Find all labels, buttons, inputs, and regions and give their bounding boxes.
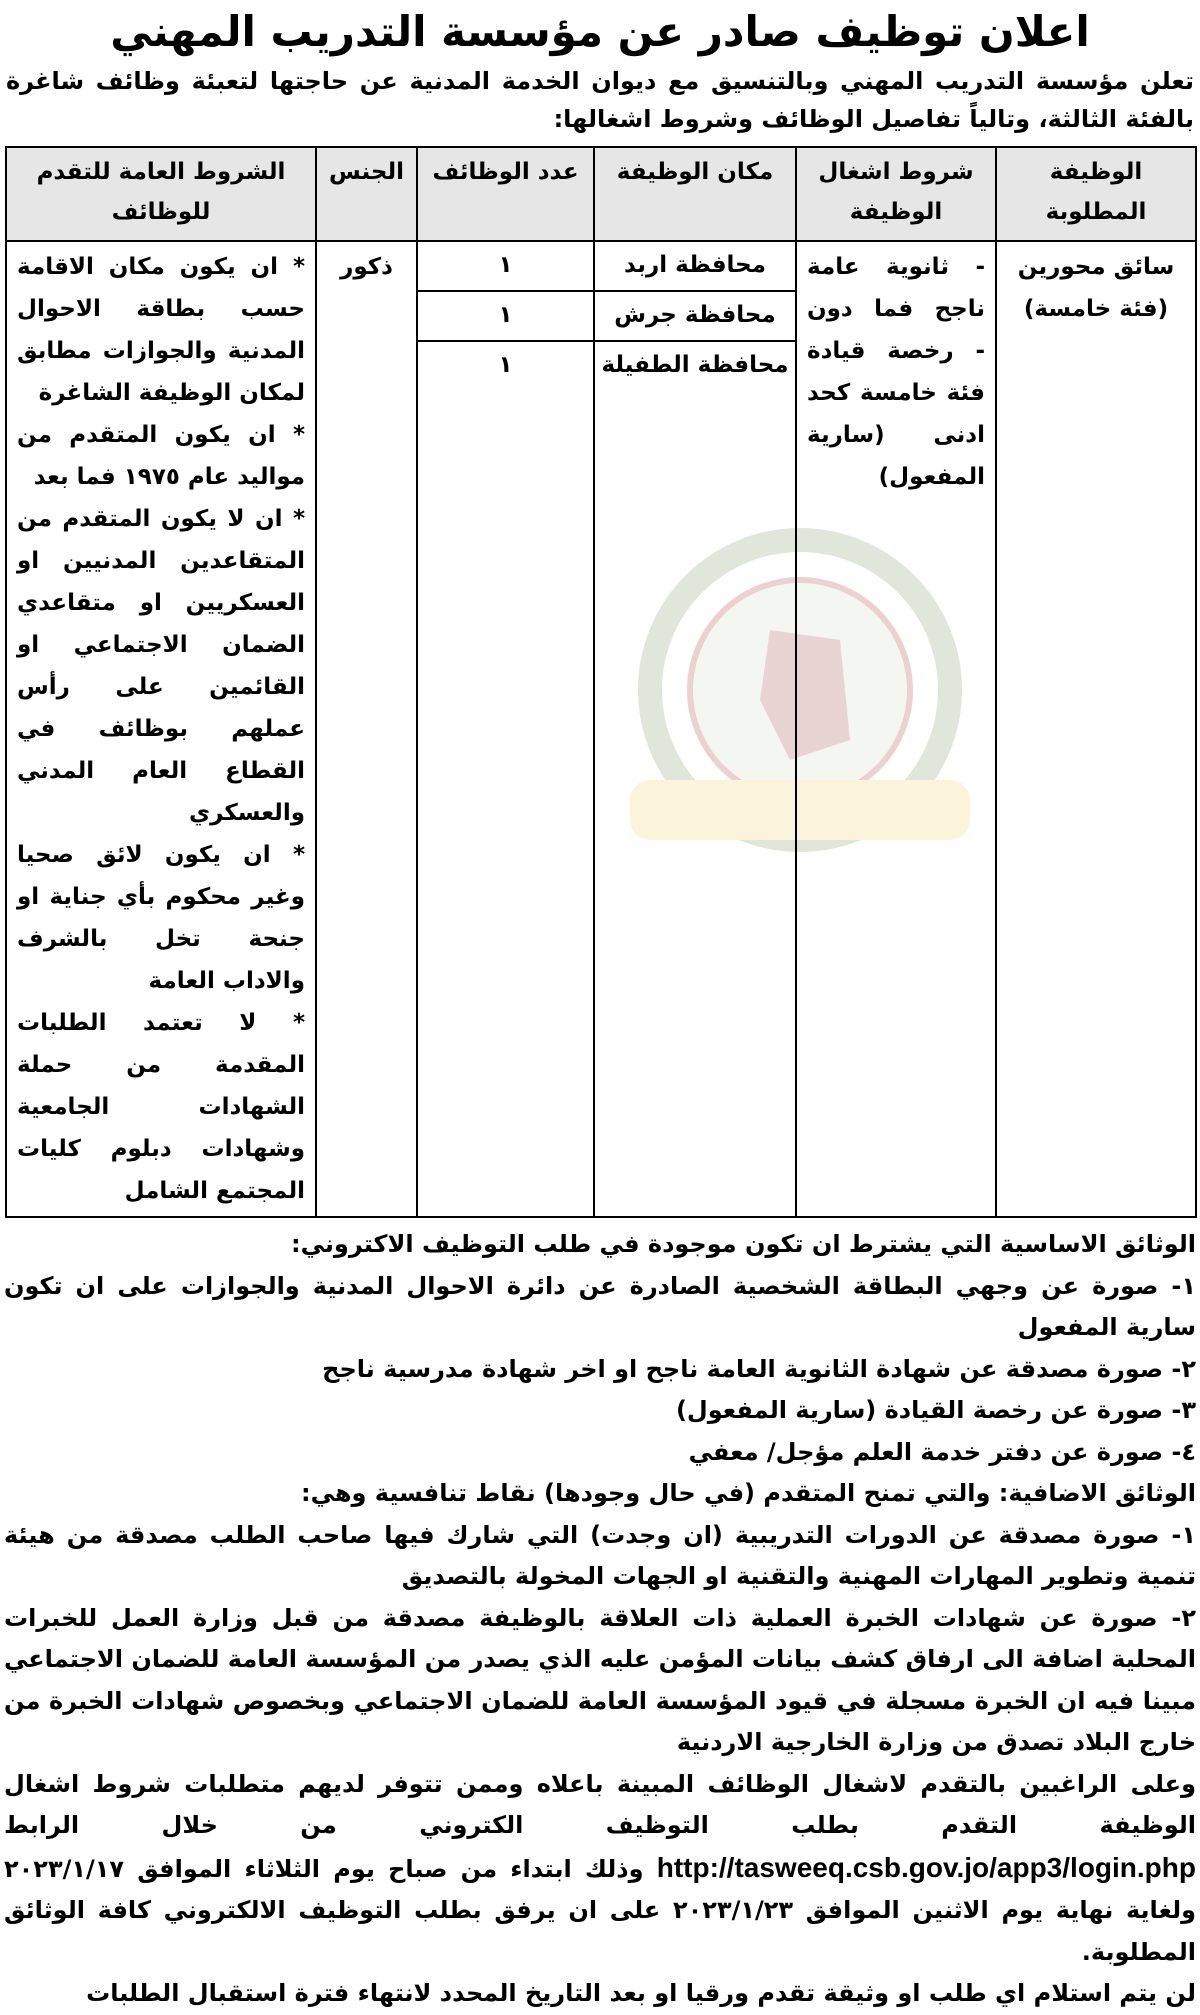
condition-item: - رخصة قيادة فئة خامسة كحد ادنى (سارية المفعول) xyxy=(807,338,985,490)
basic-doc-item: ١- صورة عن وجهي البطاقة الشخصية الصادرة عن دائرة الاحوال المدنية والجوازات على ان تكون سارية المفعول xyxy=(4,1271,1196,1341)
general-condition-item: * ان يكون المتقدم من مواليد عام ١٩٧٥ فما بعد xyxy=(17,422,305,490)
general-condition-item: * ان يكون لائق صحيا وغير محكوم بأي جناية او جنحة تخل بالشرف والاداب العامة xyxy=(17,842,305,994)
basic-docs-heading: الوثائق الاساسية التي يشترط ان تكون موجودة في طلب التوظيف الاكتروني: xyxy=(291,1230,1196,1258)
closing-note: لن يتم استلام اي طلب او وثيقة تقدم ورقيا او بعد التاريخ المحدد لانتهاء فترة استقبال الطلبات xyxy=(86,1979,1196,2007)
closing-text-1: وعلى الراغبين بالتقدم لاشغال الوظائف المبينة باعلاه وممن تتوفر لديهم متطلبات شروط اشغال الوظيفة التقدم بطلب التوظيف الكتروني من خلال الرابط xyxy=(4,1769,1196,1839)
header-general-conditions: الشروط العامة للتقدم للوظائف xyxy=(6,147,316,241)
header-conditions: شروط اشغال الوظيفة xyxy=(796,147,996,241)
page-title: اعلان توظيف صادر عن مؤسسة التدريب المهني xyxy=(110,7,1090,56)
general-condition-item: * ان لا يكون المتقدم من المتقاعدين المدنيين او العسكريين او متقاعدي الضمان الاجتماعي او القائمين على رأس عملهم بوظائف في القطاع العام المدني والعسكري xyxy=(17,506,305,826)
basic-doc-item: ٣- صورة عن رخصة القيادة (سارية المفعول) xyxy=(675,1396,1196,1424)
general-condition-item: * ان يكون مكان الاقامة حسب بطاقة الاحوال المدنية والجوازات مطابق لمكان الوظيفة الشاغرة xyxy=(17,254,305,406)
extra-docs-heading: الوثائق الاضافية: والتي تمنح المتقدم (في حال وجودها) نقاط تنافسية وهي: xyxy=(300,1479,1196,1507)
extra-doc-item: ١- صورة مصدقة عن الدورات التدريبية (ان وجدت) التي شارك فيها صاحب الطلب مصدقة من هيئة تنمية وتطوير المهارات المهنية والتقنية او الجهات المخولة بالتصديق xyxy=(4,1520,1196,1590)
counts-cell xyxy=(417,241,594,1217)
header-job: الوظيفة المطلوبة xyxy=(996,147,1196,241)
location-item: محافظة الطفيلة xyxy=(601,352,789,378)
header-count: عدد الوظائف xyxy=(417,147,594,241)
header-gender: الجنس xyxy=(316,147,417,241)
closing-paragraph xyxy=(4,1764,1196,1974)
job-title-cell: سائق محورين (فئة خامسة) xyxy=(996,241,1196,1217)
extra-doc-item: ٢- صورة عن شهادات الخبرة العملية ذات العلاقة بالوظيفة مصدقة من قبل وزارة العمل للخبرات المحلية اضافة الى ارفاق كشف بيانات المؤمن عليه الذي يصدر من المؤسسة العامة للضمان الاجتماعي مبينا فيه ان الخبرة مسجلة في قيود المؤسسة العامة للضمان الاجتماعي وبخصوص شهادات الخبرة من خارج البلاد تصدق من وزارة الخارجية الاردنية xyxy=(4,1603,1196,1756)
closing-text-2: وذلك ابتداء من صباح يوم الثلاثاء الموافق ٢٠٢٣/١/١٧ ولغاية نهاية يوم الاثنين الموافق ٢٠٢٣/١/٢٣ على ان يرفق بطلب التوظيف الالكتروني كافة الوثائق المطلوبة. xyxy=(4,1854,1197,1966)
location-item: محافظة اربد xyxy=(595,242,795,292)
location-item: محافظة جرش xyxy=(595,292,795,342)
application-link[interactable]: http://tasweeq.csb.gov.jo/app3/login.php xyxy=(656,1851,1196,1883)
basic-doc-item: ٤- صورة عن دفتر خدمة العلم مؤجل/ معفي xyxy=(688,1437,1196,1466)
general-condition-item: * لا تعتمد الطلبات المقدمة من حملة الشهادات الجامعية وشهادات دبلوم كليات المجتمع الشامل xyxy=(17,1010,305,1204)
intro-paragraph: تعلن مؤسسة التدريب المهني وبالتنسيق مع ديوان الخدمة المدنية عن حاجتها لتعبئة وظائف شاغرة بالفئة الثالثة، وتالياً تفاصيل الوظائف وشروط اشغالها: xyxy=(6,67,1194,133)
basic-doc-item: ٢- صورة مصدقة عن شهادة الثانوية العامة ناجح او اخر شهادة مدرسية ناجح xyxy=(322,1354,1196,1383)
locations-cell xyxy=(594,241,796,1217)
requirements-section xyxy=(4,1224,1196,2015)
table-header-row xyxy=(6,147,1196,241)
header-location: مكان الوظيفة xyxy=(594,147,796,241)
general-conditions-cell xyxy=(6,241,316,1217)
count-item: ١ xyxy=(418,242,593,292)
job-conditions-cell xyxy=(796,241,996,1217)
gender-cell: ذكور xyxy=(316,241,417,1217)
condition-item: - ثانوية عامة ناجح فما دون xyxy=(807,254,985,322)
table-row xyxy=(6,241,1196,1217)
count-item: ١ xyxy=(418,292,593,342)
jobs-table xyxy=(5,146,1197,1218)
count-item: ١ xyxy=(498,352,513,378)
